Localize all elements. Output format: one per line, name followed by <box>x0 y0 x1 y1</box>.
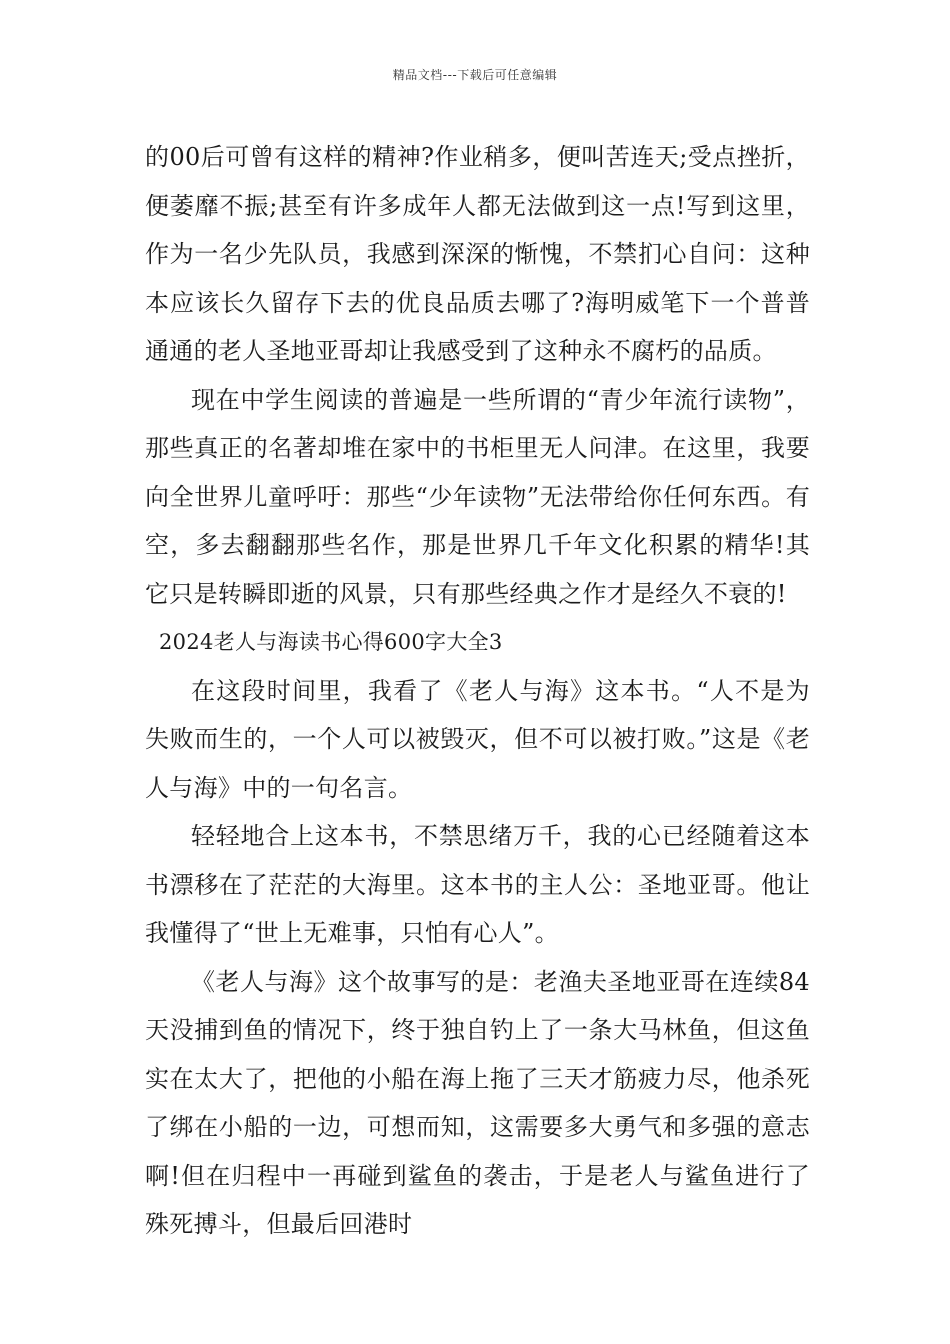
paragraph-continuation: 的00后可曾有这样的精神?作业稍多，便叫苦连天;受点挫折，便萎靡不振;甚至有许多成年人都无法做到这一点!写到这里，作为一名少先队员，我感到深深的惭愧，不禁扪心自问：这种本应该长久留存下去的优良品质去哪了?海明威笔下一个普普通通的老人圣地亚哥却让我感受到了这种永不腐朽的品质。 <box>145 143 810 365</box>
paragraph-reading-advice: 现在中学生阅读的普遍是一些所谓的“青少年流行读物”，那些真正的名著却堆在家中的书柜里无人问津。在这里，我要向全世界儿童呼吁：那些“少年读物”无法带给你任何东西。有空，多去翻翻那些名作，那是世界几千年文化积累的精华!其它只是转瞬即逝的风景，只有那些经典之作才是经久不衰的! <box>145 385 810 608</box>
paragraph-story-summary: 《老人与海》这个故事写的是：老渔夫圣地亚哥在连续84天没捕到鱼的情况下，终于独自钓上了一条大马林鱼，但这鱼实在太大了，把他的小船在海上拖了三天才筋疲力尽，他杀死了绑在小船的一边，可想而知，这需要多大勇气和多强的意志啊!但在归程中一再碰到鲨鱼的袭击，于是老人与鲨鱼进行了殊死搏斗，但最后回港时 <box>145 967 810 1238</box>
section-subtitle: 2024老人与海读书心得600字大全3 <box>159 630 503 654</box>
paragraph-intro-quote: 在这段时间里，我看了《老人与海》这本书。“人不是为失败而生的，一个人可以被毁灭，但不可以被打败。”这是《老人与海》中的一句名言。 <box>145 676 810 802</box>
document-body <box>145 133 810 1249</box>
paragraph-reflection: 轻轻地合上这本书，不禁思绪万千，我的心已经随着这本书漂移在了茫茫的大海里。这本书的主人公：圣地亚哥。他让我懂得了“世上无难事，只怕有心人”。 <box>145 822 810 947</box>
page-header: 精品文档---下载后可任意编辑 <box>392 68 558 82</box>
